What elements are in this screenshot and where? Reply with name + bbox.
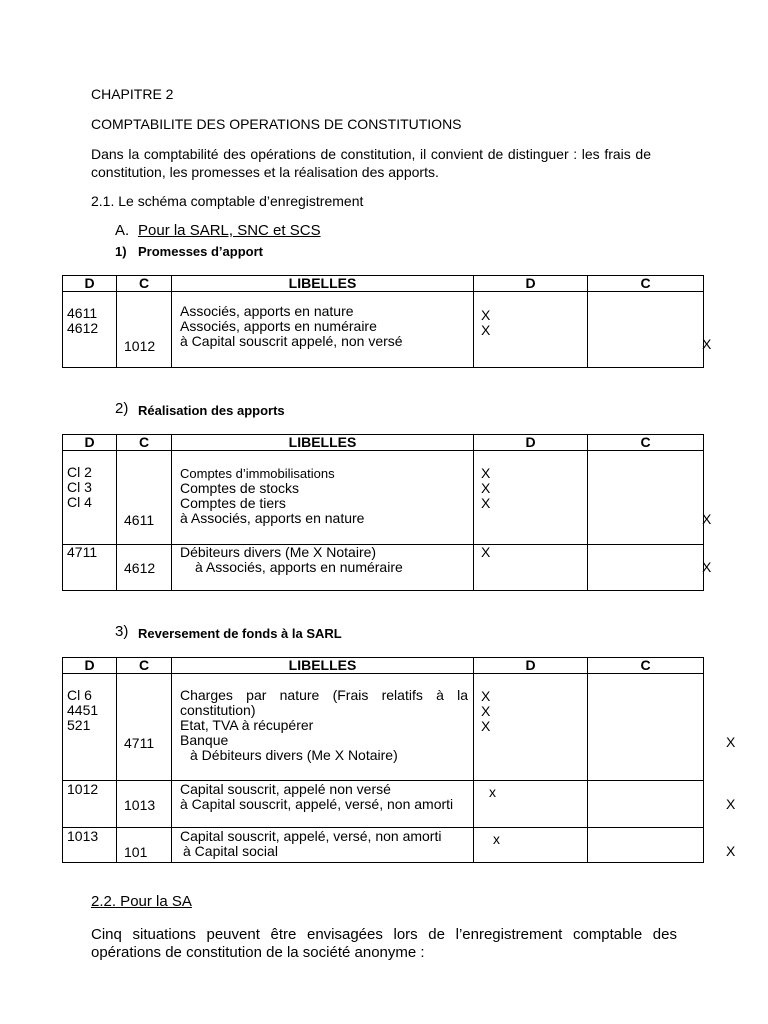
debit-account: 4451 bbox=[67, 702, 99, 718]
libelle-line: à Capital souscrit, appelé, versé, non amorti bbox=[180, 796, 454, 812]
debit-account: 521 bbox=[67, 717, 91, 733]
libelle-line-wrapped: Charges par nature (Frais relatifs à la constitution) bbox=[180, 687, 468, 718]
debit-account: 4612 bbox=[67, 320, 99, 336]
libelle-line: Capital souscrit, appelé non versé bbox=[180, 781, 391, 797]
libelle-line: à Capital souscrit appelé, non versé bbox=[180, 333, 403, 349]
libelles-cell bbox=[172, 292, 474, 368]
chapter-title: COMPTABILITE DES OPERATIONS DE CONSTITUTIONS bbox=[91, 116, 462, 132]
header-credit: C bbox=[588, 658, 704, 674]
table2-heading-number: 2) bbox=[115, 400, 129, 417]
debit-account: Cl 4 bbox=[67, 494, 92, 510]
libelles-cell bbox=[172, 674, 474, 781]
credit-mark-cell bbox=[588, 292, 712, 368]
debit-account: 1012 bbox=[67, 781, 99, 797]
credit-mark-cell bbox=[588, 781, 736, 828]
table-header-row bbox=[63, 658, 704, 674]
header-debit-account: D bbox=[63, 276, 117, 292]
header-libelles: LIBELLES bbox=[172, 276, 474, 292]
credit-account: 4711 bbox=[124, 735, 155, 751]
debit-mark: X bbox=[481, 544, 491, 560]
header-debit: D bbox=[474, 658, 588, 674]
libelle-line: Associés, apports en numéraire bbox=[180, 318, 377, 334]
table1-heading-number: 1) bbox=[115, 244, 127, 259]
header-debit: D bbox=[474, 276, 588, 292]
debit-mark: X bbox=[481, 495, 491, 511]
libelle-line: Débiteurs divers (Me X Notaire) bbox=[180, 544, 377, 560]
credit-mark: X bbox=[726, 843, 736, 859]
table-row bbox=[63, 545, 704, 591]
debit-marks-cell bbox=[474, 451, 588, 545]
credit-account-cell bbox=[117, 451, 172, 545]
journal-table-reversement bbox=[62, 657, 736, 863]
table-header-row bbox=[63, 276, 704, 292]
debit-marks-cell bbox=[474, 292, 588, 368]
libelles-cell bbox=[172, 781, 474, 828]
header-credit-account: C bbox=[117, 276, 172, 292]
chapter-label: CHAPITRE 2 bbox=[91, 86, 174, 102]
header-debit-account: D bbox=[63, 658, 117, 674]
credit-account: 4611 bbox=[124, 512, 155, 528]
debit-account: 4611 bbox=[67, 305, 98, 321]
credit-mark: X bbox=[702, 336, 712, 352]
credit-account-cell bbox=[117, 292, 172, 368]
libelle-line: Associés, apports en nature bbox=[180, 303, 354, 319]
table-row bbox=[63, 828, 704, 863]
intro-paragraph: Dans la comptabilité des opérations de constitution, il convient de distinguer : les frais de constitution, les promesses et la réalisation des apports. bbox=[91, 146, 651, 180]
debit-accounts-cell bbox=[63, 292, 117, 368]
debit-accounts-cell bbox=[63, 545, 117, 591]
table2-heading: Réalisation des apports bbox=[138, 403, 285, 418]
subsection-a-marker: A. bbox=[115, 222, 130, 239]
libelle-line: Banque bbox=[180, 732, 229, 748]
credit-account: 1012 bbox=[124, 338, 156, 354]
header-libelles: LIBELLES bbox=[172, 435, 474, 451]
credit-account-cell bbox=[117, 828, 172, 863]
section-2-1-heading: 2.1. Le schéma comptable d’enregistrement bbox=[91, 193, 364, 209]
libelle-line: à Débiteurs divers (Me X Notaire) bbox=[190, 747, 398, 763]
debit-mark: X bbox=[481, 480, 491, 496]
debit-mark: X bbox=[481, 703, 491, 719]
credit-account-cell bbox=[117, 781, 172, 828]
journal-table-promesses bbox=[62, 275, 712, 368]
debit-accounts-cell bbox=[63, 451, 117, 545]
table3-heading-number: 3) bbox=[115, 623, 129, 640]
debit-accounts-cell bbox=[63, 828, 117, 863]
credit-mark-cell bbox=[588, 451, 712, 545]
table1-heading: Promesses d’apport bbox=[138, 244, 263, 259]
header-debit: D bbox=[474, 435, 588, 451]
libelle-line: Comptes de stocks bbox=[180, 480, 300, 496]
libelle-line: Comptes de tiers bbox=[180, 495, 286, 511]
credit-mark: X bbox=[726, 734, 736, 750]
table-row bbox=[63, 292, 704, 368]
debit-marks-cell bbox=[474, 545, 588, 591]
header-credit-account: C bbox=[117, 658, 172, 674]
credit-account: 101 bbox=[124, 844, 148, 860]
libelles-cell bbox=[172, 828, 474, 863]
table-row bbox=[63, 451, 704, 545]
libelle-line: à Associés, apports en numéraire bbox=[195, 559, 403, 575]
credit-mark: X bbox=[702, 559, 712, 575]
libelle-line: Etat, TVA à récupérer bbox=[180, 717, 314, 733]
header-credit-account: C bbox=[117, 435, 172, 451]
debit-accounts-cell bbox=[63, 674, 117, 781]
libelle-line: Comptes d’immobilisations bbox=[180, 466, 335, 481]
credit-mark: X bbox=[726, 796, 736, 812]
debit-account: Cl 2 bbox=[67, 464, 92, 480]
libelles-cell bbox=[172, 545, 474, 591]
header-credit: C bbox=[588, 276, 704, 292]
table-row bbox=[63, 674, 704, 781]
table-header-row bbox=[63, 435, 704, 451]
credit-mark-cell bbox=[588, 674, 736, 781]
debit-account: Cl 3 bbox=[67, 479, 92, 495]
table-row bbox=[63, 781, 704, 828]
subsection-a-title: Pour la SARL, SNC et SCS bbox=[138, 222, 321, 239]
debit-account: 4711 bbox=[67, 544, 98, 560]
credit-mark-cell bbox=[588, 545, 712, 591]
credit-account-cell bbox=[117, 674, 172, 781]
table3-heading: Reversement de fonds à la SARL bbox=[138, 626, 342, 641]
credit-mark-cell bbox=[588, 828, 736, 863]
header-debit-account: D bbox=[63, 435, 117, 451]
libelle-line: à Associés, apports en nature bbox=[180, 510, 365, 526]
credit-account-cell bbox=[117, 545, 172, 591]
debit-mark: X bbox=[481, 465, 491, 481]
debit-account: Cl 6 bbox=[67, 687, 92, 703]
debit-account: 1013 bbox=[67, 828, 99, 844]
libelle-line: Capital souscrit, appelé, versé, non amorti bbox=[180, 828, 442, 844]
section-2-2-heading: 2.2. Pour la SA bbox=[91, 893, 192, 910]
credit-mark: X bbox=[702, 511, 712, 527]
debit-marks-cell bbox=[474, 828, 588, 863]
credit-account: 1013 bbox=[124, 797, 156, 813]
debit-marks-cell bbox=[474, 781, 588, 828]
debit-mark: x bbox=[493, 831, 500, 847]
debit-mark: X bbox=[481, 688, 491, 704]
closing-paragraph: Cinq situations peuvent être envisagées lors de l’enregistrement comptable des opérations de constitution de la société anonyme : bbox=[91, 926, 677, 961]
header-libelles: LIBELLES bbox=[172, 658, 474, 674]
debit-mark: X bbox=[481, 718, 491, 734]
libelles-cell bbox=[172, 451, 474, 545]
debit-mark: x bbox=[489, 784, 496, 800]
credit-account: 4612 bbox=[124, 560, 156, 576]
debit-mark: X bbox=[481, 307, 491, 323]
debit-accounts-cell bbox=[63, 781, 117, 828]
header-credit: C bbox=[588, 435, 704, 451]
debit-mark: X bbox=[481, 322, 491, 338]
libelle-line: à Capital social bbox=[183, 843, 278, 859]
journal-table-realisation bbox=[62, 434, 712, 591]
debit-marks-cell bbox=[474, 674, 588, 781]
